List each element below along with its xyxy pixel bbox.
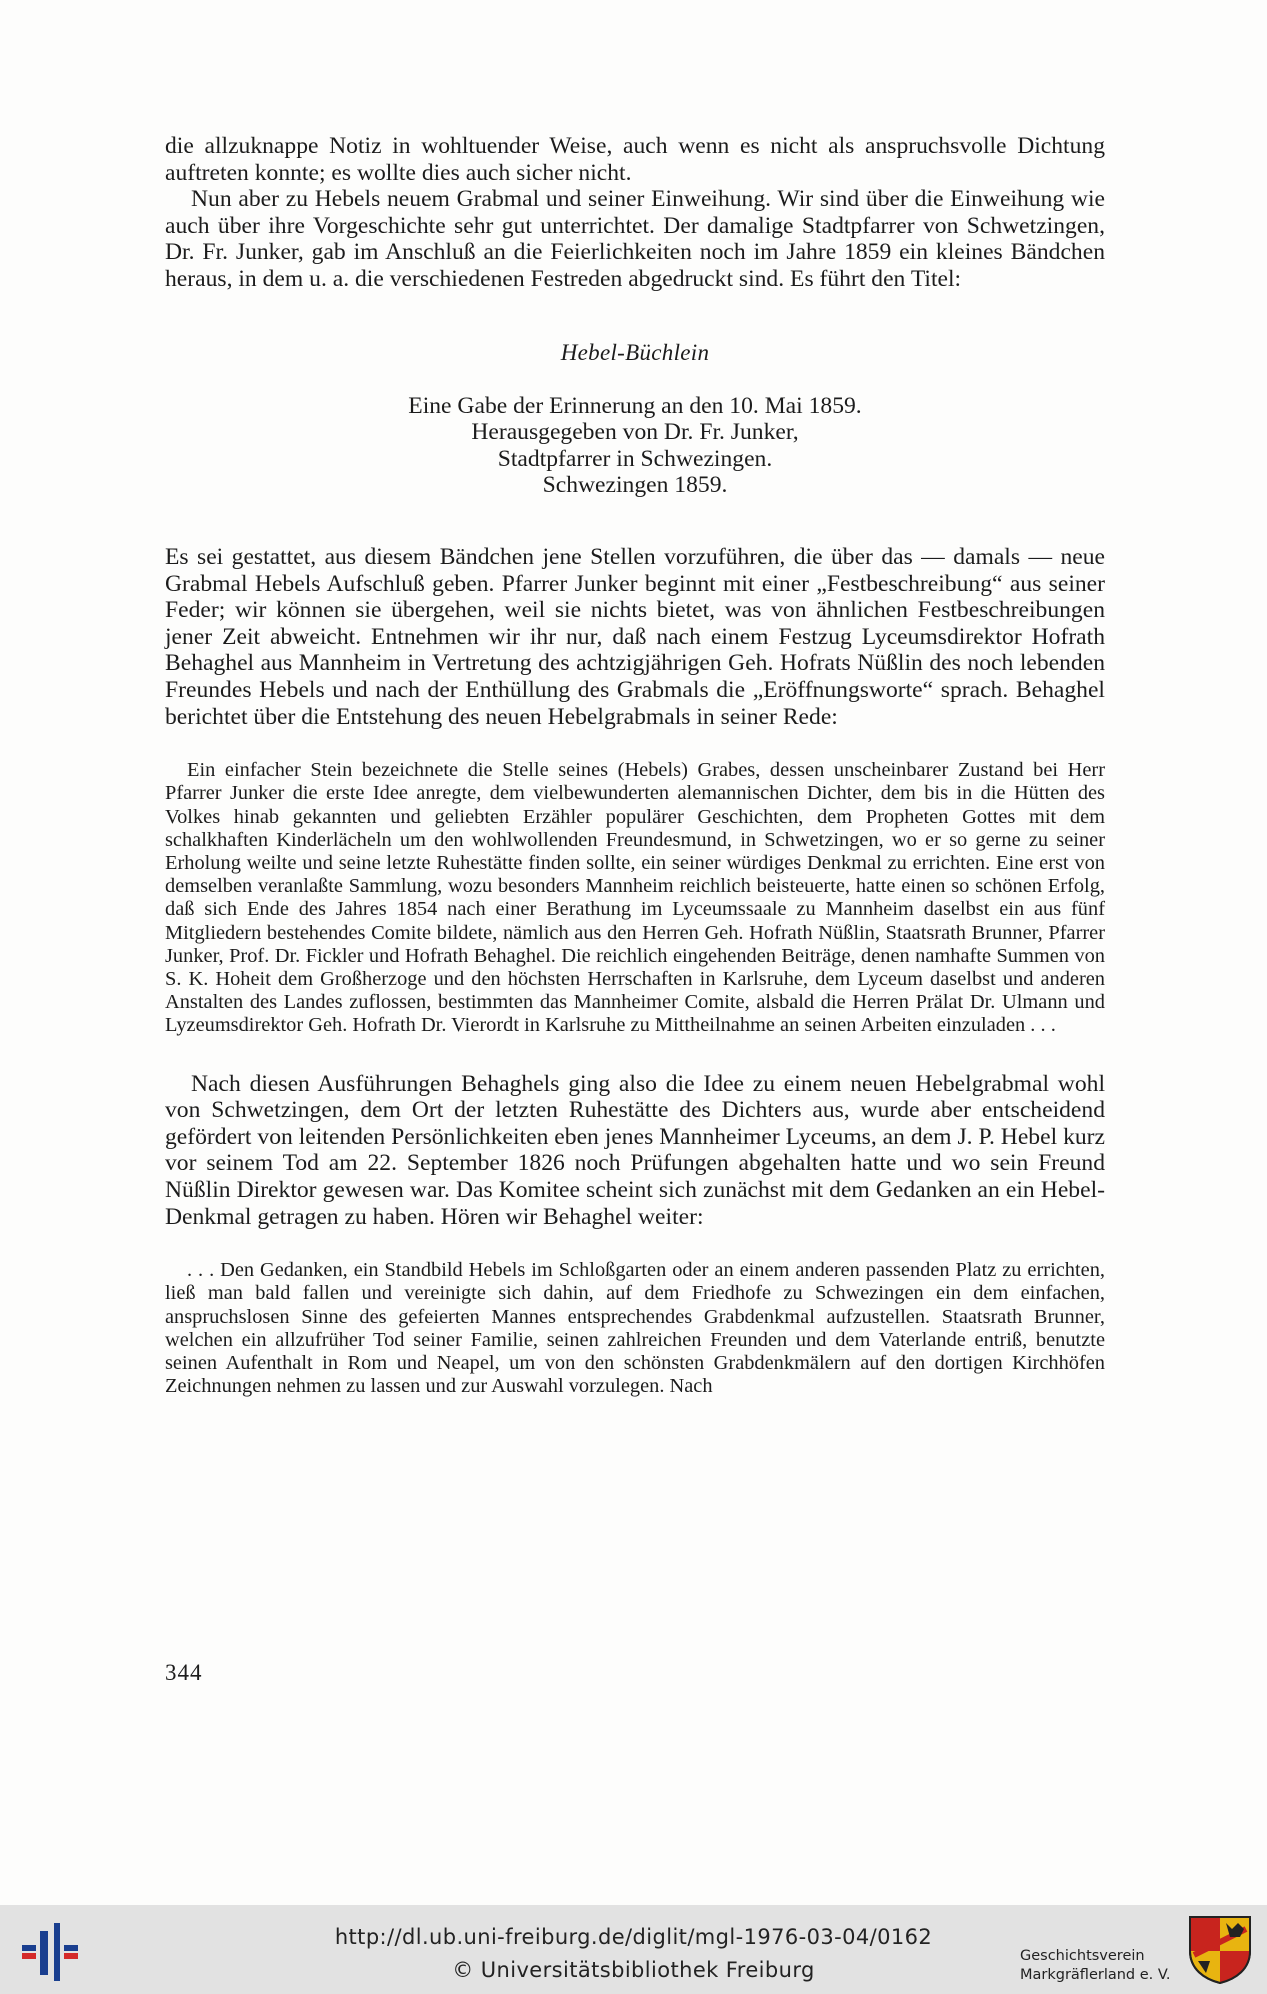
paragraph-intro: Es sei gestattet, aus diesem Bändchen jene Stellen vorzuführen, die über das — damals — neue Grabmal Hebels Aufschluß geben. Pfarrer Junker beginnt mit einer „Festbeschreibung“ aus seiner Feder; wir können sie übergehen, weil sie nichts bietet, was von ähnlichen Festbeschreibungen jener Zeit abweicht. Entnehmen wir ihr nur, daß nach einem Festzug Lyceumsdirektor Hofrath Behaghel aus Mannheim in Vertretung des achtzigjährigen Geh. Hofrats Nüßlin des noch lebenden Freundes Hebels und nach der Enthüllung des Grabmals die „Eröffnungsworte“ sprach. Behaghel berichtet über die Entstehung des neuen Hebelgrabmals in seiner Rede: [165,543,1105,730]
society-name [1020,1947,1171,1984]
book-imprint-line: Herausgegeben von Dr. Fr. Junker, [471,419,799,446]
book-imprint [165,393,1105,499]
book-imprint-line: Stadtpfarrer in Schwezingen. [497,445,773,472]
book-title: Hebel-Büchlein [560,339,710,365]
text-column [165,133,1105,1398]
block-quote-behaghel-2: . . . Den Gedanken, ein Standbild Hebels im Schloßgarten oder an einem anderen passenden Platz zu errichten, ließ man bald fallen und vereinigte sich dahin, auf dem Friedhofe zu Schwezingen ein dem einfachen, anspruchslosen Sinne des gefeierten Mannes entsprechendes Grabdenkmal aufzustellen. Staatsrath Brunner, welchen ein allzufrüher Tod seiner Familie, seinen zahlreichen Freunden und dem Vaterlande entriß, benutzte seinen Aufenthalt in Rom und Neapel, um von den schönsten Grabdenkmälern auf den dortigen Kirchhöfen Zeichnungen nehmen zu lassen und zur Auswahl vorzulegen. Nach [165,1259,1105,1398]
society-name-line: Geschichtsverein [1020,1948,1145,1964]
coat-of-arms-icon[interactable] [1188,1915,1252,1985]
society-name-line: Markgräflerland e. V. [1020,1966,1171,1983]
page-number: 344 [165,1660,203,1685]
footer-bar [0,1905,1267,1994]
paragraph-middle: Nach diesen Ausführungen Behaghels ging also die Idee zu einem neuen Hebelgrabmal wohl von Schwetzingen, dem Ort der letzten Ruhestätte des Dichters aus, wurde aber entscheidend gefördert von leitenden Persönlichkeiten eben jenes Mannheimer Lyceums, an dem J. P. Hebel kurz vor seinem Tod am 22. September 1826 noch Prüfungen abgehalten hatte und wo sein Freund Nüßlin Direktor gewesen war. Das Komitee scheint sich zunächst mit dem Gedanken an ein Hebel-Denkmal getragen zu haben. Hören wir Behaghel weiter: [165,1070,1105,1230]
paragraph-grabmal: Nun aber zu Hebels neuem Grabmal und seiner Einweihung. Wir sind über die Einweihung wie auch über ihre Vorgeschichte sehr gut unterrichtet. Der damalige Stadtpfarrer von Schwetzingen, Dr. Fr. Junker, gab im Anschluß an die Feierlichkeiten noch im Jahre 1859 ein kleines Bändchen heraus, in dem u. a. die verschiedenen Festreden abgedruckt sind. Es führt den Titel: [165,186,1105,292]
block-quote-behaghel-1: Ein einfacher Stein bezeichnete die Stelle seines (Hebels) Grabes, dessen unscheinbarer Zustand bei Herr Pfarrer Junker die erste Idee anregte, dem vielbewunderten alemannischen Dichter, dem bis in die Hütten des Volkes hinab gekannten und geliebten Erzähler populärer Geschichten, dem Propheten Gottes mit dem schalkhaften Kinderlächeln um den wohlwollenden Freundesmund, in Schwetzingen, wo er so gerne zu seiner Erholung weilte und seine letzte Ruhestätte finden sollte, ein seiner würdiges Denkmal zu errichten. Eine erst von demselben veranlaßte Sammlung, wozu besonders Mannheim reichlich beisteuerte, hatte einen so schönen Erfolg, daß sich Ende des Jahres 1854 nach einer Berathung im Lyceumssaale zu Mannheim daselbst ein aus fünf Mitgliedern bestehendes Comite bildete, nämlich aus den Herren Geh. Hofrath Nüßlin, Staatsrath Brunner, Pfarrer Junker, Prof. Dr. Fickler und Hofrath Behaghel. Die reichlich eingehenden Beiträge, denen namhafte Summen von S. K. Hoheit dem Großherzoge und den höchsten Herrschaften in Karlsruhe, dem Lyceum daselbst und anderen Anstalten des Landes zuflossen, bestimmten das Mannheimer Comite, alsbald die Herren Prälat Dr. Ulmann und Lyzeumsdirektor Geh. Hofrath Dr. Vierordt in Karlsruhe zu Mittheilnahme an seinen Arbeiten einzuladen . . . [165,759,1105,1037]
book-imprint-line: Schwezingen 1859. [542,472,728,499]
copyright-notice: © Universitätsbibliothek Freiburg [452,1958,815,1982]
paragraph-continuation: die allzuknappe Notiz in wohltuender Weise, auch wenn es nicht als anspruchsvolle Dichtung auftreten konnte; es wollte dies auch sicher nicht. [165,133,1105,186]
document-url-link[interactable]: http://dl.ub.uni-freiburg.de/diglit/mgl-1976-03-04/0162 [334,1925,933,1949]
book-imprint-line: Eine Gabe der Erinnerung an den 10. Mai 1859. [408,392,862,419]
